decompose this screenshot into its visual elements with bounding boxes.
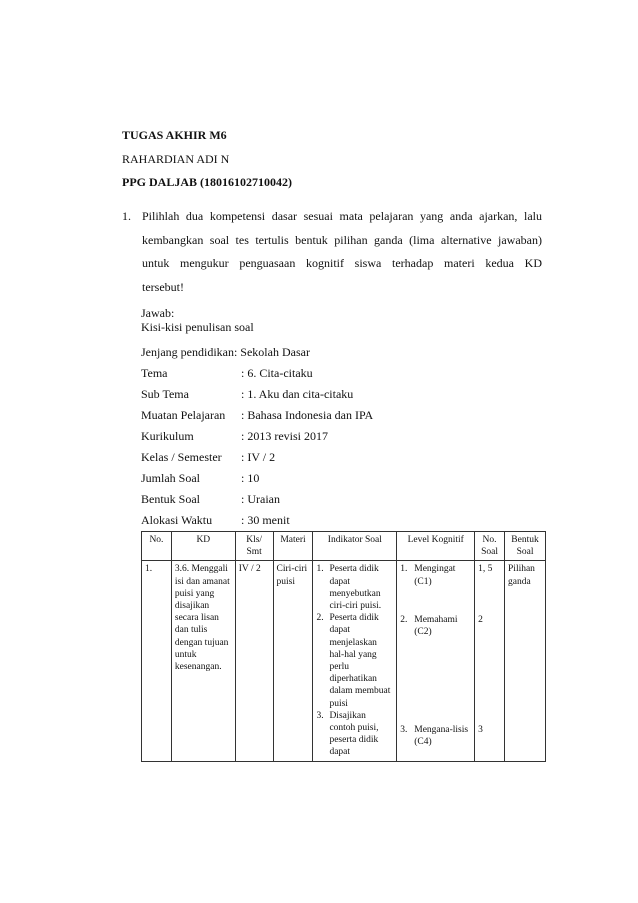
table-header-row bbox=[142, 532, 546, 561]
cell-level bbox=[397, 561, 475, 761]
level-item: 2. Memahami (C2) bbox=[400, 614, 458, 638]
cell-bentuk: Pilihan ganda bbox=[505, 561, 546, 761]
program-id: PPG DALJAB (18016102710042) bbox=[122, 175, 292, 189]
field-value: : 10 bbox=[241, 471, 260, 485]
cell-materi: Ciri-ciri puisi bbox=[273, 561, 313, 761]
no-soal-item: 1, 5 bbox=[478, 564, 493, 575]
level-item: 1. Mengingat (C1) bbox=[400, 564, 456, 587]
th-no: No. bbox=[142, 532, 172, 561]
question-number: 1. bbox=[122, 209, 131, 223]
question-line: Pilihlah dua kompetensi dasar sesuai mata pelajaran yang anda ajarkan, lalu bbox=[142, 209, 542, 223]
question-line: tersebut! bbox=[142, 280, 184, 295]
jenjang-pendidikan: Jenjang pendidikan: Sekolah Dasar bbox=[141, 345, 310, 359]
document-title: TUGAS AKHIR M6 bbox=[122, 128, 227, 142]
field-key: Kurikulum bbox=[141, 429, 194, 443]
field-value: : 30 menit bbox=[241, 513, 290, 527]
question-1 bbox=[122, 205, 542, 300]
field-value: : Uraian bbox=[241, 492, 280, 506]
field-value: : 6. Cita-citaku bbox=[241, 366, 313, 380]
field-key: Kelas / Semester bbox=[141, 450, 222, 464]
th-materi: Materi bbox=[273, 532, 313, 561]
cell-kls: IV / 2 bbox=[235, 561, 273, 761]
th-indikator: Indikator Soal bbox=[313, 532, 397, 561]
field-value: : IV / 2 bbox=[241, 450, 276, 464]
level-item: 3. Mengana-lisis (C4) bbox=[400, 725, 469, 748]
field-value: : 1. Aku dan cita-citaku bbox=[241, 387, 354, 401]
th-bentuk: Bentuk Soal bbox=[505, 532, 546, 561]
author-name: RAHARDIAN ADI N bbox=[122, 152, 230, 166]
th-level: Level Kognitif bbox=[397, 532, 475, 561]
answer-label: Jawab: bbox=[141, 306, 175, 320]
field-key: Jumlah Soal bbox=[141, 471, 200, 485]
no-soal-item: 3 bbox=[478, 724, 483, 735]
indikator-item: 1. Peserta didik dapat menyebutkan ciri-ciri puisi. bbox=[316, 564, 382, 612]
field-key: Bentuk Soal bbox=[141, 492, 200, 506]
cell-no: 1. bbox=[142, 561, 172, 761]
th-kd: KD bbox=[171, 532, 235, 561]
cell-kd: 3.6. Menggali isi dan amanat puisi yang disajikan secara lisan dan tulis dengan tujuan untuk kesenangan. bbox=[171, 561, 235, 761]
th-no-soal: No. Soal bbox=[475, 532, 505, 561]
field-key: Alokasi Waktu bbox=[141, 513, 213, 527]
answer-subtitle: Kisi-kisi penulisan soal bbox=[141, 320, 254, 334]
cell-indikator bbox=[313, 561, 397, 761]
no-soal-item: 2 bbox=[478, 614, 483, 625]
th-kls: Kls/ Smt bbox=[235, 532, 273, 561]
field-key: Sub Tema bbox=[141, 387, 189, 401]
table-row bbox=[142, 561, 546, 761]
question-line: untuk mengukur penguasaan kognitif siswa terhadap materi kedua KD bbox=[142, 256, 542, 271]
cell-no-soal bbox=[475, 561, 505, 761]
indikator-item: 2. Peserta didik dapat menjelaskan hal-hal yang perlu diperhatikan dalam membuat puisi bbox=[316, 613, 391, 709]
field-value: : 2013 revisi 2017 bbox=[241, 429, 328, 443]
field-value: : Bahasa Indonesia dan IPA bbox=[241, 408, 374, 422]
indikator-item: 3. Disajikan contoh puisi, peserta didik dapat bbox=[316, 710, 379, 758]
field-key: Tema bbox=[141, 366, 168, 380]
question-line: kembangkan soal tes tertulis bentuk pilihan ganda (lima alternative jawaban) bbox=[142, 232, 542, 247]
field-key: Muatan Pelajaran bbox=[141, 408, 226, 422]
kisi-kisi-table bbox=[141, 531, 546, 762]
